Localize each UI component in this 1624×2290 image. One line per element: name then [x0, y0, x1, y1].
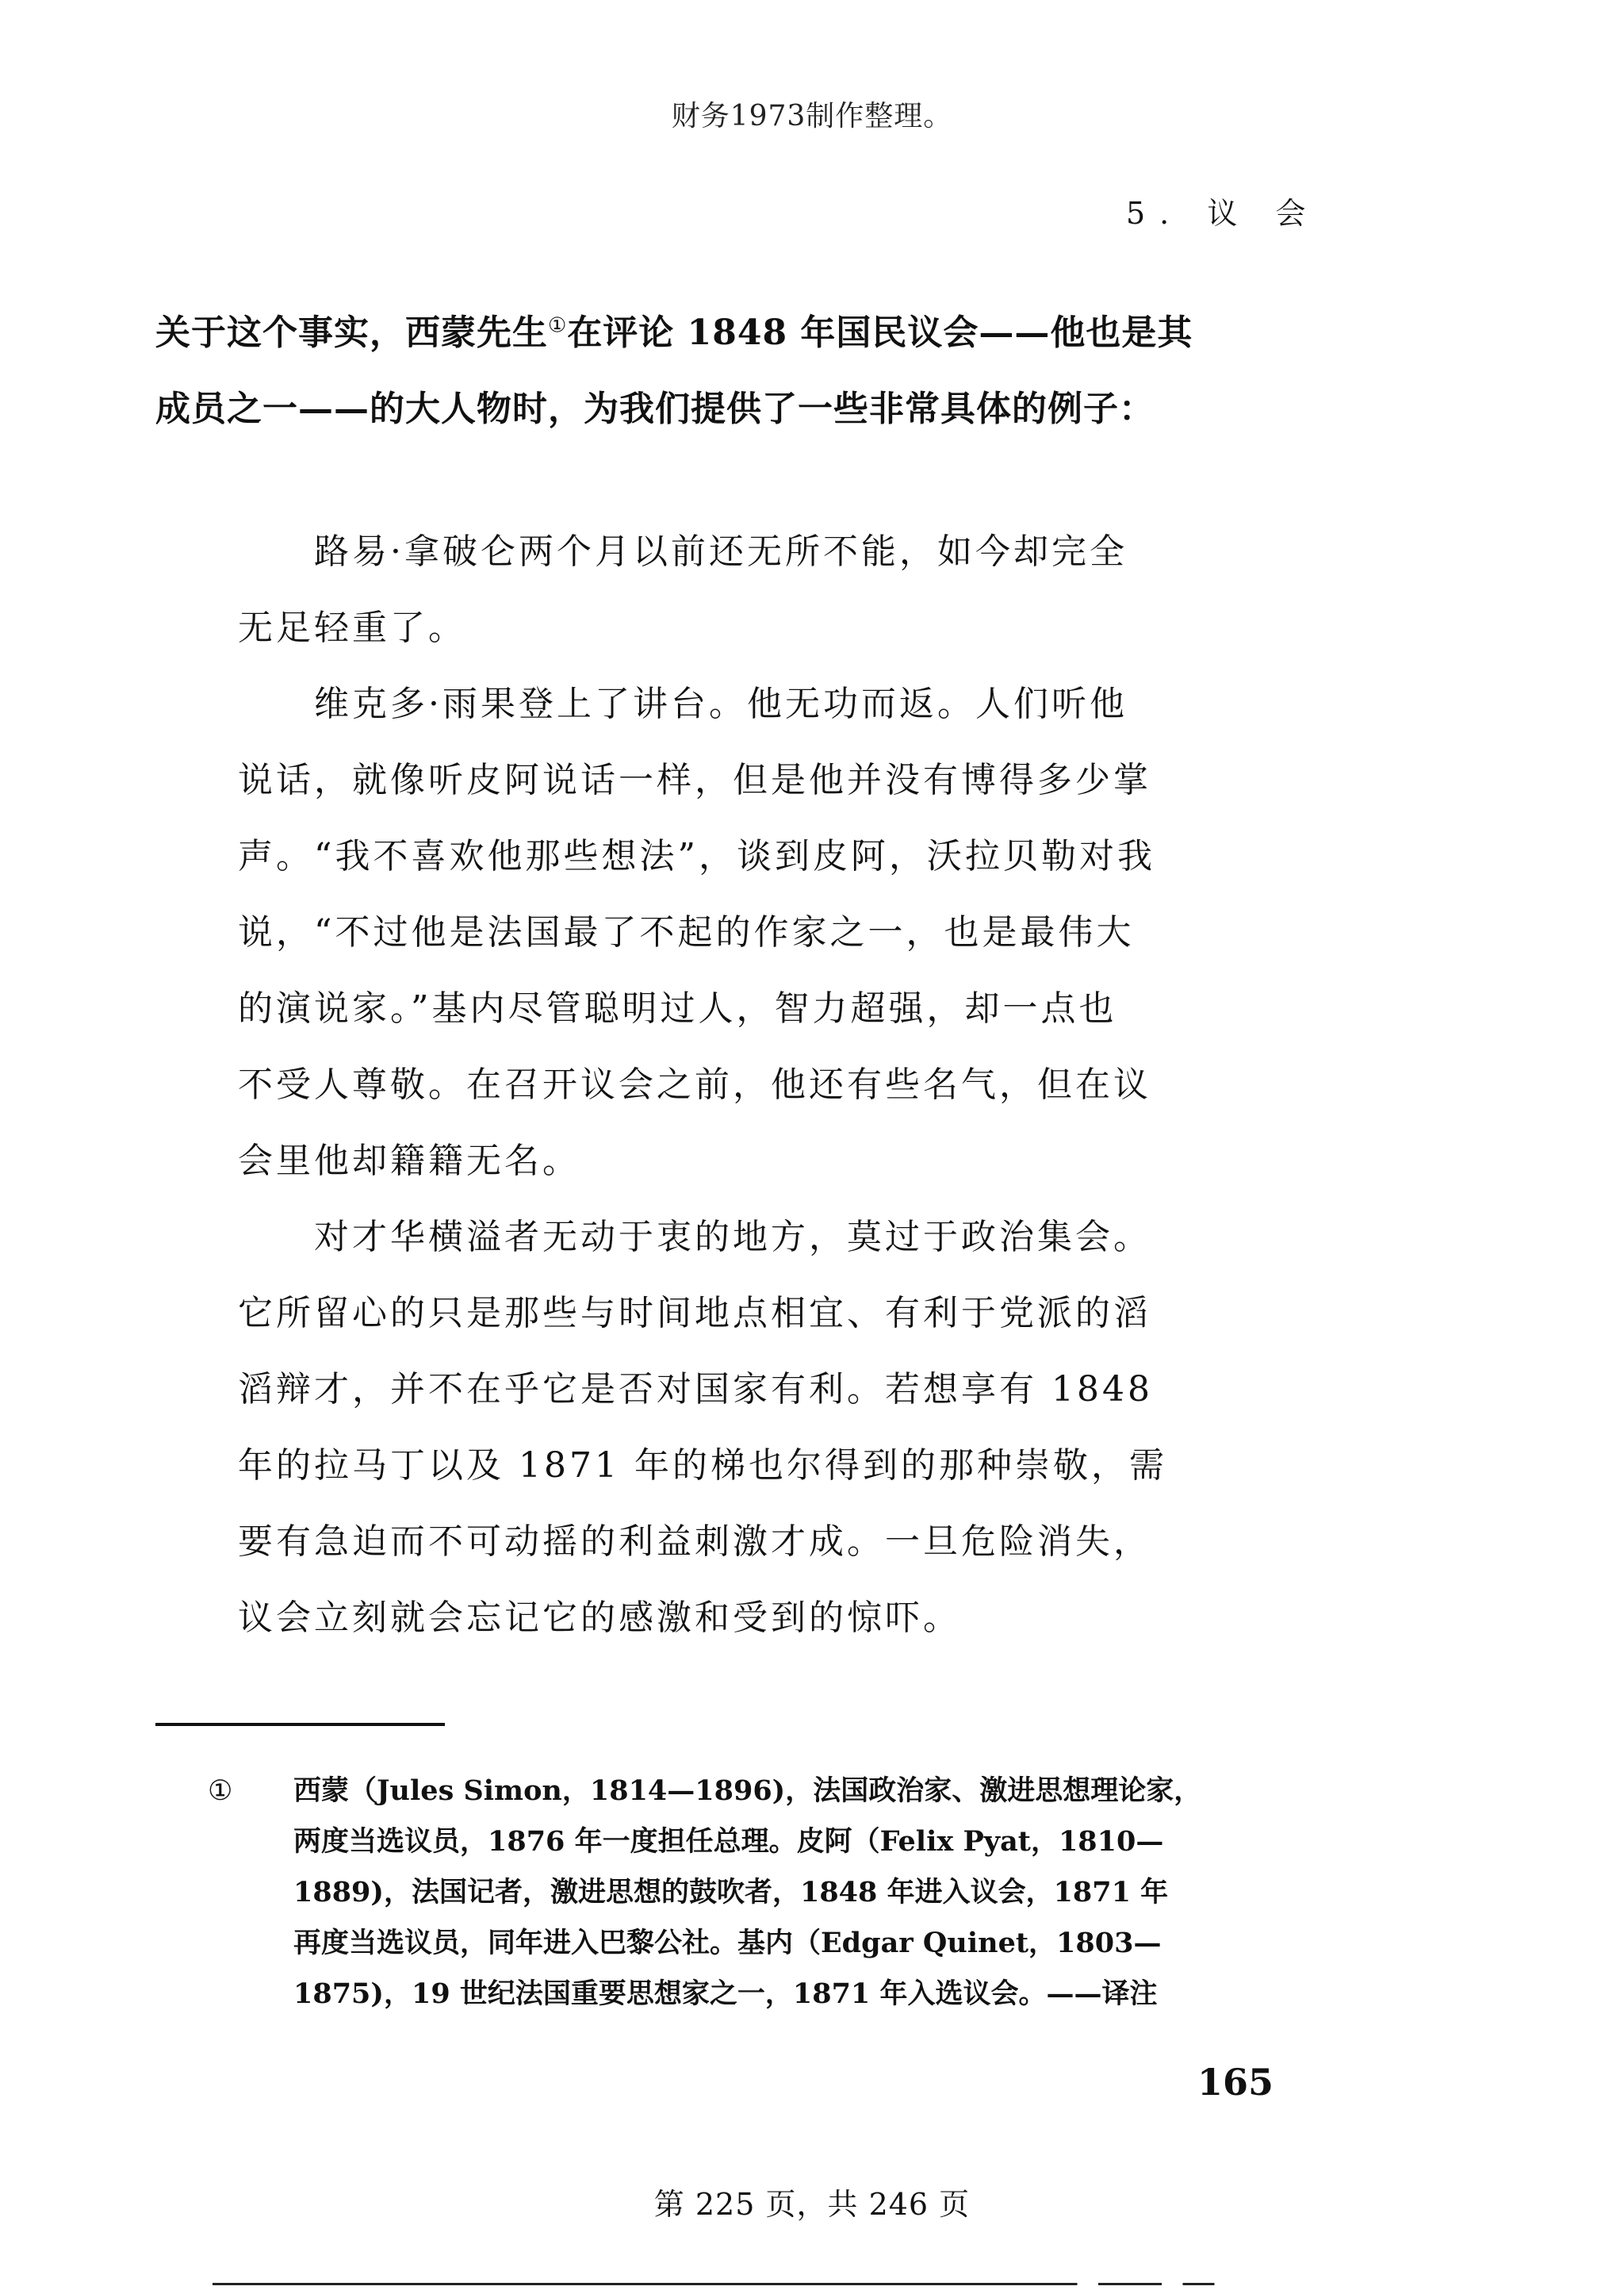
footnote-body	[293, 1766, 1334, 2020]
footnote-line: 1875)，19 世纪法国重要思想家之一，1871 年入选议会。——译注	[293, 1977, 1158, 2010]
quote-line: 它所留心的只是那些与时间地点相宜、有利于党派的滔	[238, 1293, 1151, 1333]
quote-line: 说话，就像听皮阿说话一样，但是他并没有博得多少掌	[238, 760, 1151, 800]
footnote-marker: ①	[208, 1775, 233, 1807]
footnote-line: 两度当选议员，1876 年一度担任总理。皮阿（Felix Pyat，1810—	[293, 1825, 1164, 1858]
quote-line: 会里他却籍籍无名。	[238, 1141, 580, 1181]
footnote-line: 再度当选议员，同年进入巴黎公社。基内（Edgar Quinet，1803—	[293, 1927, 1162, 1959]
quote-line: 要有急迫而不可动摇的利益刺激才成。一旦危险消失，	[238, 1521, 1151, 1562]
footnote	[208, 1766, 1334, 2020]
quote-line: 滔辩才，并不在乎它是否对国家有利。若想享有 1848	[238, 1369, 1153, 1410]
intro-line-2: 成员之一——的大人物时，为我们提供了一些非常具体的例子：	[155, 389, 1155, 429]
footnote-reference[interactable]: ①	[548, 313, 568, 338]
quote-line: 不受人尊敬。在召开议会之前，他还有些名气，但在议	[238, 1064, 1151, 1105]
quote-line: 年的拉马丁以及 1871 年的梯也尔得到的那种崇敬，需	[238, 1445, 1167, 1486]
quote-line: 说，“不过他是法国最了不起的作家之一，也是最伟大	[238, 912, 1135, 953]
quote-line: 无足轻重了。	[238, 608, 466, 648]
bottom-rule	[213, 2283, 1267, 2285]
watermark: 财务1973制作整理。	[671, 100, 953, 132]
block-quote	[238, 514, 1253, 1656]
footnote-line: 1889)，法国记者，激进思想的鼓吹者，1848 年进入议会，1871 年	[293, 1876, 1169, 1908]
quote-line: 的演说家。”基内尽管聪明过人，智力超强，却一点也	[238, 988, 1117, 1029]
quote-line: 对才华横溢者无动于衷的地方，莫过于政治集会。	[238, 1217, 1151, 1257]
quote-line: 路易·拿破仑两个月以前还无所不能，如今却完全	[238, 531, 1128, 572]
quote-line: 维克多·雨果登上了讲台。他无功而返。人们听他	[238, 684, 1128, 724]
page-number: 165	[1197, 2061, 1274, 2104]
intro-paragraph	[155, 295, 1345, 447]
quote-line: 议会立刻就会忘记它的感激和受到的惊吓。	[238, 1598, 961, 1638]
quote-line: 声。“我不喜欢他那些想法”，谈到皮阿，沃拉贝勒对我	[238, 836, 1155, 876]
intro-line-1-after: 在评论 1848 年国民议会——他也是其	[567, 313, 1193, 353]
footnote-separator	[155, 1723, 445, 1726]
footnote-line: 西蒙（Jules Simon，1814—1896)，法国政治家、激进思想理论家，	[293, 1774, 1202, 1807]
intro-line-1	[155, 295, 1345, 371]
page-counter: 第 225 页，共 246 页	[653, 2187, 971, 2222]
running-head: 5. 议 会	[1126, 196, 1320, 231]
intro-line-1-before: 关于这个事实，西蒙先生	[155, 313, 548, 353]
